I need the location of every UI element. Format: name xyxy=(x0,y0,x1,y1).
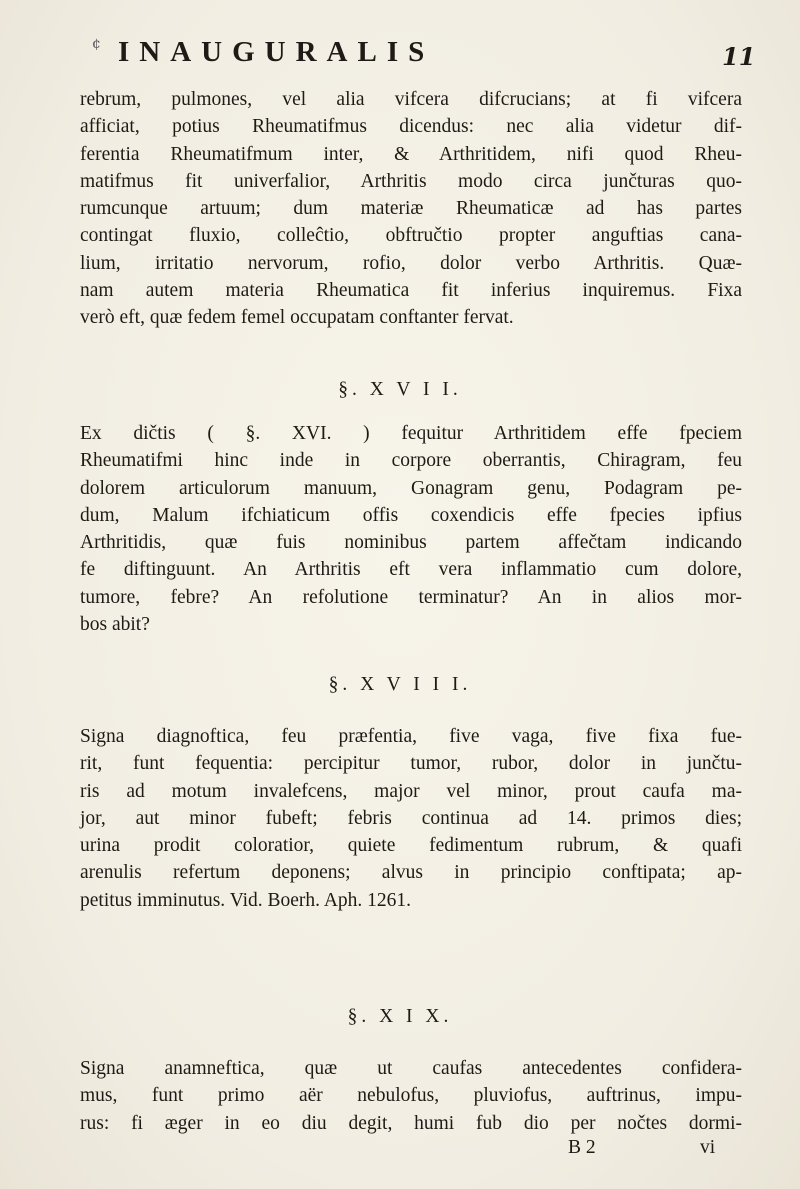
paragraph-arthritis-species xyxy=(80,420,742,638)
text-line: urina prodit coloratior, quiete fedimentum rubrum, & quafi xyxy=(80,835,742,857)
text-line: Signa diagnoftica, feu præfentia, five vaga, five fixa fue- xyxy=(80,726,742,747)
text-line: rit, funt fequentia: percipitur tumor, rubor, dolor in junčtu- xyxy=(80,753,742,775)
section-heading-18: §. X V I I I. xyxy=(328,674,472,695)
signature-mark: B 2 xyxy=(568,1137,596,1158)
text-line: nam autem materia Rheumatica fit inferius inquiremus. Fixa xyxy=(80,280,742,302)
section-heading-19: §. X I X. xyxy=(347,1006,453,1027)
text-line: matifmus fit univerfalior, Arthritis modo circa junčturas quo- xyxy=(80,170,742,192)
text-line: dolorem articulorum manuum, Gonagram genu, Podagram pe- xyxy=(80,477,742,499)
text-line: bos abit? xyxy=(80,614,150,636)
text-line: mus, funt primo aër nebulofus, pluviofus, auftrinus, impu- xyxy=(80,1085,742,1107)
text-line: contingat fluxio, colleĉtio, obftručtio propter anguftias cana- xyxy=(80,225,742,247)
text-line: afficiat, potius Rheumatifmus dicendus: nec alia videtur dif- xyxy=(80,116,742,138)
paragraph-diagnostic-signs xyxy=(80,723,742,914)
text-line: Ex dičtis ( §. XVI. ) fequitur Arthritidem effe fpeciem xyxy=(80,423,742,444)
page-number: 11 xyxy=(722,42,756,71)
text-line: Rheumatifmi hinc inde in corpore oberrantis, Chiragram, feu xyxy=(80,450,742,472)
text-line: ris ad motum invalefcens, major vel minor, prout caufa ma- xyxy=(80,780,742,802)
text-line: dum, Malum ifchiaticum offis coxendicis effe fpecies ipfius xyxy=(80,504,742,526)
text-line: fe diftinguunt. An Arthritis eft vera inflammatio cum dolore, xyxy=(80,559,742,581)
catchword: vi xyxy=(700,1137,716,1158)
running-title: INAUGURALIS xyxy=(118,36,435,68)
corner-mark: ¢ xyxy=(92,36,101,52)
paragraph-anamnestic-signs xyxy=(80,1055,742,1137)
text-line: arenulis refertum deponens; alvus in principio conftipata; ap- xyxy=(80,862,742,884)
text-line: rebrum, pulmones, vel alia vifcera difcrucians; at fi vifcera xyxy=(80,89,742,110)
section-heading-17: §. X V I I. xyxy=(338,379,462,400)
text-line: ferentia Rheumatifmum inter, & Arthritidem, nifi quod Rheu- xyxy=(80,143,742,165)
text-line: rumcunque artuum; dum materiæ Rheumaticæ ad has partes xyxy=(80,198,742,220)
text-line: lium, irritatio nervorum, rofio, dolor verbo Arthritis. Quæ- xyxy=(80,252,742,274)
text-line: verò eft, quæ fedem femel occupatam conftanter fervat. xyxy=(80,307,514,329)
text-line: Signa anamneftica, quæ ut caufas antecedentes confidera- xyxy=(80,1058,742,1079)
text-line: rus: fi æger in eo diu degit, humi fub dio per nočtes dormi- xyxy=(80,1112,742,1134)
text-line: Arthritidis, quæ fuis nominibus partem affečtam indicando xyxy=(80,532,742,554)
text-line: petitus imminutus. Vid. Boerh. Aph. 1261. xyxy=(80,889,412,911)
text-line: jor, aut minor fubeft; febris continua ad 14. primos dies; xyxy=(80,807,742,829)
paragraph-rheumatism-definition xyxy=(80,86,742,332)
page-header xyxy=(0,36,800,76)
text-line: tumore, febre? An refolutione terminatur? An in alios mor- xyxy=(80,586,742,608)
